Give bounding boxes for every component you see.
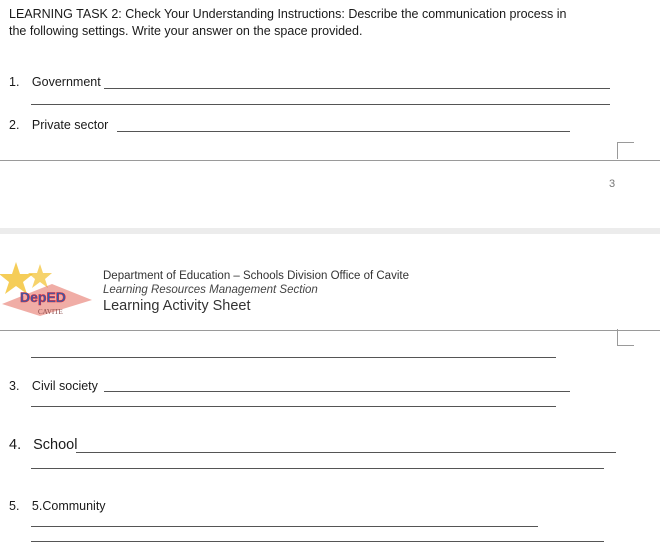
task-label: LEARNING TASK 2:: [9, 7, 122, 21]
item-community: [9, 499, 106, 513]
section-name: Learning Resources Management Section: [103, 284, 318, 296]
answer-line-government[interactable]: [104, 88, 610, 89]
page-margin-line-top: [0, 330, 660, 331]
letterhead: [103, 269, 409, 313]
logo-text: DepED: [20, 289, 66, 305]
item-label: Civil society: [31, 379, 98, 393]
item-government: [9, 75, 101, 89]
page-margin-line: [0, 160, 660, 161]
answer-line-private-sector[interactable]: [117, 131, 570, 132]
logo-subtext: CAVITE: [38, 308, 63, 316]
deped-cavite-logo: [0, 258, 100, 318]
answer-line-school-2[interactable]: [31, 468, 604, 469]
item-number: 4.: [9, 437, 22, 453]
item-label: School: [33, 437, 78, 453]
item-number: 5.: [9, 499, 20, 513]
answer-line-civil-society-2[interactable]: [31, 406, 556, 407]
item-number: 2.: [9, 118, 20, 132]
item-label: Private sector: [31, 118, 109, 132]
margin-corner-mark: [617, 329, 634, 346]
task-instructions-line1: Check Your Understanding Instructions: Describe the communication process in: [125, 7, 567, 21]
item-number: 3.: [9, 379, 20, 393]
page-break: [0, 228, 660, 234]
task-instructions-line2: the following settings. Write your answer on the space provided.: [9, 24, 363, 38]
item-civil-society: [9, 379, 98, 393]
answer-line-civil-society[interactable]: [104, 391, 570, 392]
sheet-title: Learning Activity Sheet: [103, 298, 251, 314]
item-school: [9, 437, 77, 453]
page-number: 3: [609, 178, 616, 190]
item-label: Government: [31, 75, 101, 89]
department-name: Department of Education – Schools Division Office of Cavite: [103, 270, 409, 282]
answer-line-community-2[interactable]: [31, 541, 604, 542]
answer-line-private-sector-2[interactable]: [31, 357, 556, 358]
answer-line-community[interactable]: [31, 526, 538, 527]
item-private-sector: [9, 118, 108, 132]
instructions: [9, 6, 654, 40]
item-label: 5.Community: [31, 499, 106, 513]
margin-corner-mark: [617, 142, 634, 159]
answer-line-school[interactable]: [76, 452, 616, 453]
answer-line-government-2[interactable]: [31, 104, 610, 105]
item-number: 1.: [9, 75, 20, 89]
